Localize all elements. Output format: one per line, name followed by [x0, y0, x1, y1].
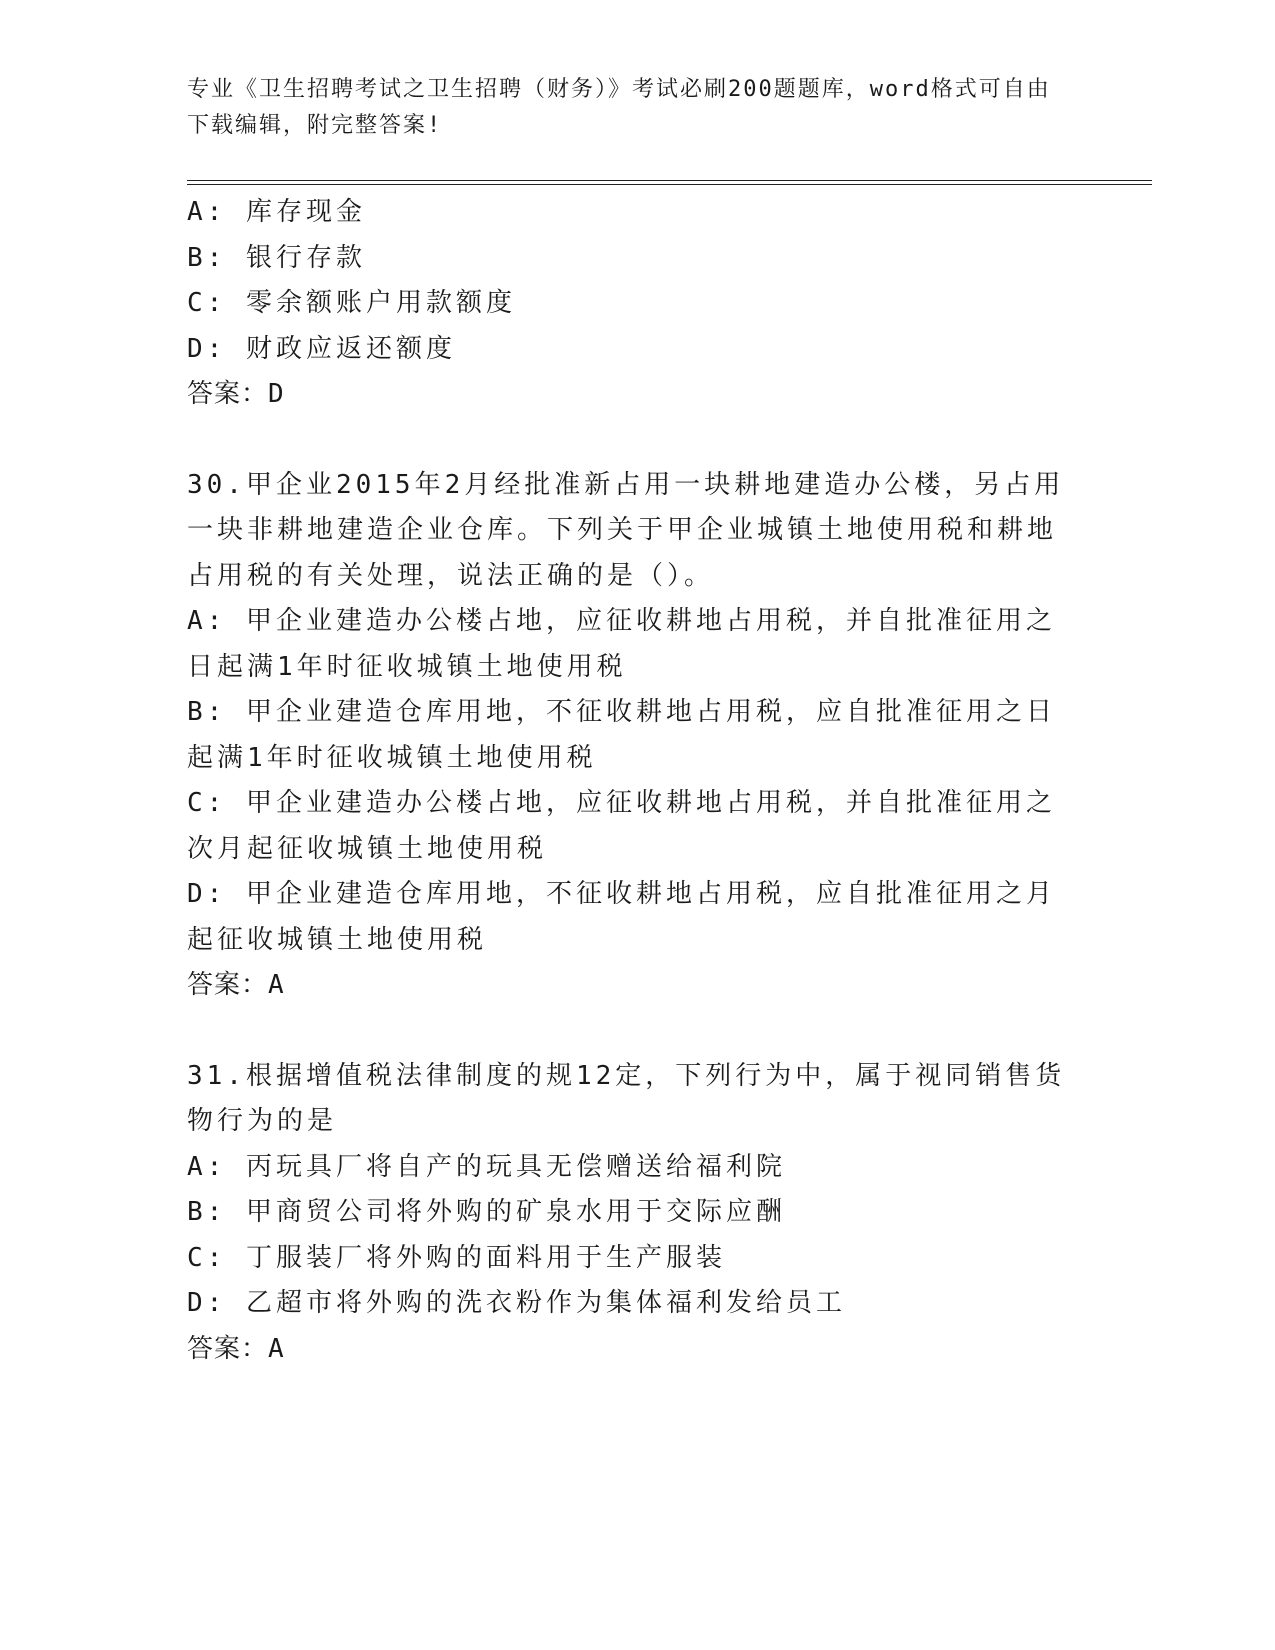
question-block-31 — [187, 1054, 1077, 1373]
spacer — [187, 1009, 1077, 1054]
option-a: A: 甲企业建造办公楼占地，应征收耕地占用税，并自批准征用之日起满1年时征收城镇土地使用税 — [187, 606, 1056, 682]
option-c: C: 零余额账户用款额度 — [187, 288, 516, 318]
option-b: B: 甲企业建造仓库用地，不征收耕地占用税，应自批准征用之日起满1年时征收城镇土地使用税 — [187, 697, 1056, 773]
option-d: D: 乙超市将外购的洗衣粉作为集体福利发给员工 — [187, 1288, 846, 1318]
option-b: B: 甲商贸公司将外购的矿泉水用于交际应酬 — [187, 1197, 786, 1227]
option-a: A: 库存现金 — [187, 197, 366, 227]
question-text: 31.根据增值税法律制度的规12定，下列行为中，属于视同销售货物行为的是 — [187, 1060, 1066, 1136]
option-c: C: 甲企业建造办公楼占地，应征收耕地占用税，并自批准征用之次月起征收城镇土地使用税 — [187, 788, 1056, 864]
question-block-prev — [187, 190, 1077, 418]
option-a: A: 丙玩具厂将自产的玩具无偿赠送给福利院 — [187, 1151, 786, 1182]
option-c: C: 丁服装厂将外购的面料用于生产服装 — [187, 1242, 726, 1273]
question-block-30 — [187, 463, 1077, 1009]
option-d: D: 财政应返还额度 — [187, 333, 456, 364]
option-d: D: 甲企业建造仓库用地，不征收耕地占用税，应自批准征用之月起征收城镇土地使用税 — [187, 879, 1056, 955]
document-header: 专业《卫生招聘考试之卫生招聘（财务）》考试必刷200题题库，word格式可自由下载编辑，附完整答案! — [187, 77, 1051, 138]
option-b: B: 银行存款 — [187, 242, 366, 273]
header-rule-top — [187, 180, 1152, 181]
answer: 答案：D — [187, 379, 285, 409]
question-text: 30.甲企业2015年2月经批准新占用一块耕地建造办公楼，另占用一块非耕地建造企业仓库。下列关于甲企业城镇土地使用税和耕地占用税的有关处理，说法正确的是（）。 — [187, 469, 1065, 591]
answer: 答案：A — [187, 1333, 285, 1364]
header-rule-bottom — [187, 184, 1152, 185]
document-body — [187, 190, 1077, 1372]
spacer — [187, 418, 1077, 463]
answer: 答案：A — [187, 970, 285, 1000]
